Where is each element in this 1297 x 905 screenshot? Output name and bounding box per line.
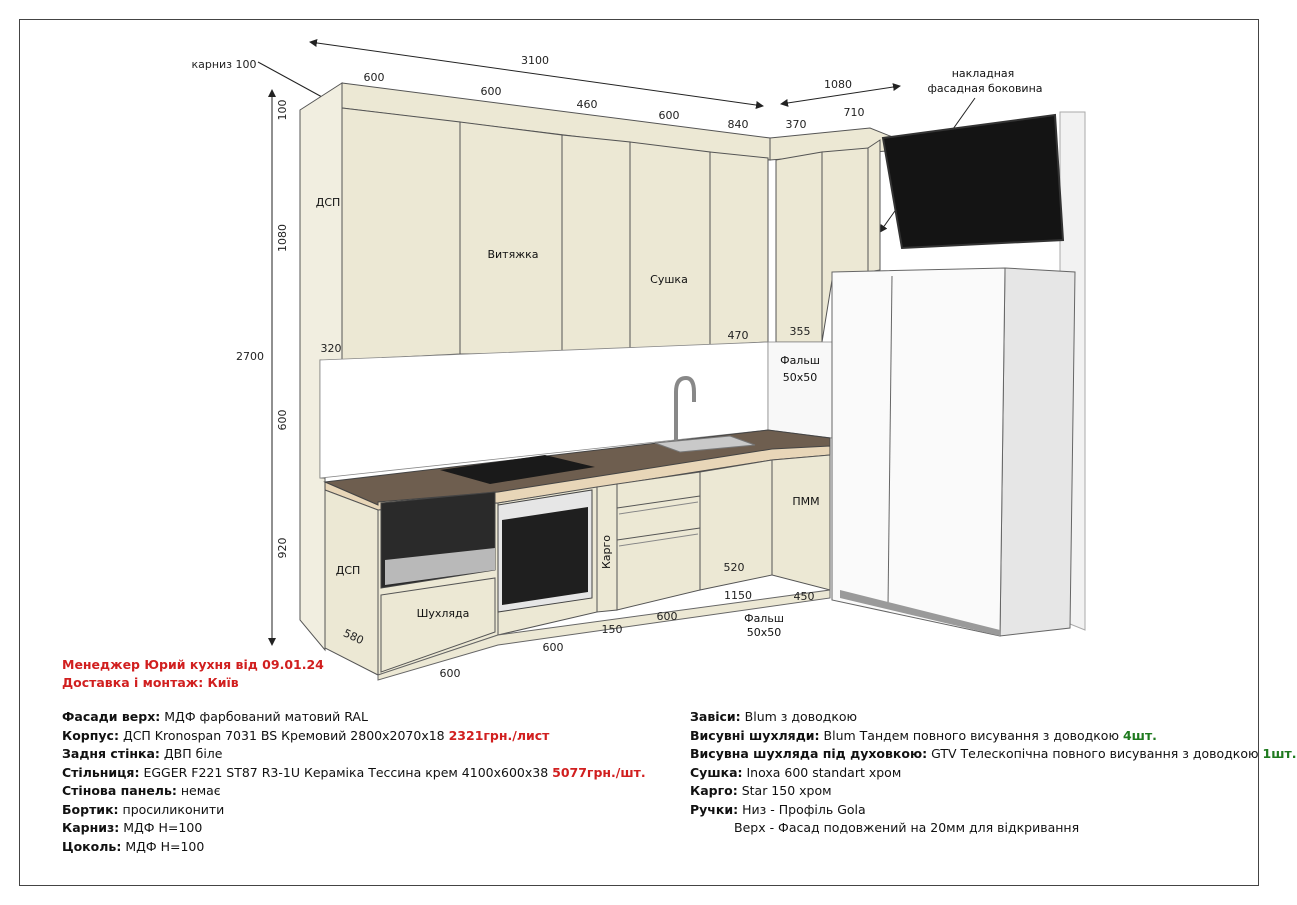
- tv-screen: [883, 115, 1063, 248]
- spec-row: [62, 764, 646, 783]
- spec-value: ДСП Kronospan 7031 BS Кремовий 2800х2070х18: [122, 727, 445, 743]
- spec-key: Карниз:: [62, 820, 120, 835]
- spec-row: [62, 708, 646, 727]
- spec-price: 2321грн./лист: [448, 727, 550, 743]
- label-drawer: Шухляда: [416, 607, 470, 620]
- spec-key: Корпус:: [62, 727, 119, 743]
- dim-bottom-600-c: 600: [656, 610, 678, 623]
- dim-450: 450: [793, 590, 815, 603]
- spec-value: МДФ фарбований матовий RAL: [164, 709, 368, 724]
- spec-row: [62, 782, 646, 801]
- spec-value: GTV Телескопічна повного висування з доводкою: [931, 746, 1259, 761]
- spec-row: [690, 745, 1297, 764]
- label-falsh-top-1: Фальш: [780, 354, 820, 367]
- spec-key: Задня стінка:: [62, 746, 160, 761]
- spec-row: [690, 764, 1297, 783]
- spec-key: Ручки:: [690, 801, 739, 817]
- spec-key: Сушка:: [690, 764, 743, 780]
- spec-row: [62, 819, 646, 838]
- manager-line-1: Менеджер Юрий кухня від 09.01.24: [62, 657, 324, 672]
- label-cargo: Карго: [600, 534, 613, 570]
- dim-top-460: 460: [576, 98, 598, 111]
- oven: [498, 490, 592, 612]
- spec-value: EGGER F221 ST87 R3-1U Кераміка Тессина крем 4100х600х38: [143, 764, 549, 780]
- spec-key: Цоколь:: [62, 838, 122, 854]
- dim-1150: 1150: [724, 589, 752, 602]
- spec-left-column: [62, 708, 646, 856]
- dim-470: 470: [727, 329, 749, 342]
- dim-backsplash: 600: [276, 409, 289, 431]
- spec-key: Висувна шухляда під духовкою:: [690, 746, 928, 761]
- dim-base-height: 920: [276, 537, 289, 559]
- label-dsp-top: ДСП: [315, 196, 341, 209]
- spec-key: Карго:: [690, 783, 738, 798]
- spec-row: [62, 727, 646, 746]
- dim-top-600-a: 600: [363, 71, 385, 84]
- spec-value: Blum Тандем повного висування з доводкою: [823, 727, 1119, 743]
- dim-top-370: 370: [785, 118, 807, 131]
- dim-total-width: 3100: [521, 54, 549, 67]
- dim-bottom-150: 150: [601, 623, 623, 636]
- spec-row: [62, 745, 646, 764]
- label-dishwasher: ПММ: [792, 495, 820, 508]
- spec-value: просиликонити: [122, 801, 225, 817]
- spec-quantity: 1шт.: [1262, 746, 1297, 761]
- dim-upper-height: 1080: [276, 224, 289, 252]
- spec-row: [62, 838, 646, 857]
- spec-price: 5077грн./шт.: [552, 764, 646, 780]
- spec-value: ДВП біле: [163, 746, 223, 761]
- label-overlay-side-1: накладная: [951, 67, 1015, 80]
- spec-value: Blum з доводкою: [744, 709, 858, 724]
- spec-value: МДФ Н=100: [125, 838, 205, 854]
- spec-row: [690, 801, 1297, 820]
- spec-continuation: Верх - Фасад подовжений на 20мм для відкривання: [734, 820, 1080, 835]
- dim-320: 320: [320, 342, 342, 355]
- spec-value: Star 150 хром: [741, 783, 832, 798]
- dim-top-710: 710: [843, 106, 865, 119]
- spec-right-column: [690, 708, 1297, 838]
- dim-right-width: 1080: [824, 78, 852, 91]
- dim-bottom-600-a: 600: [439, 667, 461, 680]
- spec-row: [690, 708, 1297, 727]
- label-dsp-bottom: ДСП: [335, 564, 361, 577]
- label-falsh-bottom-1: Фальш: [744, 612, 784, 625]
- dim-top-100: 100: [276, 99, 289, 121]
- spec-row: [690, 782, 1297, 801]
- spec-row: [690, 727, 1297, 746]
- label-falsh-top-2: 50х50: [782, 371, 818, 384]
- fridge: [832, 268, 1075, 636]
- dim-520: 520: [723, 561, 745, 574]
- spec-quantity: 4шт.: [1122, 727, 1157, 743]
- label-dryer: Сушка: [650, 273, 688, 286]
- spec-key: Висувні шухляди:: [690, 727, 820, 743]
- spec-value: немає: [180, 783, 221, 798]
- spec-key: Бортик:: [62, 801, 119, 817]
- dim-cornice: карниз 100: [191, 58, 257, 71]
- spec-value: Inoxa 600 standart хром: [746, 764, 902, 780]
- dim-top-600-b: 600: [480, 85, 502, 98]
- spec-value: МДФ Н=100: [123, 820, 203, 835]
- dim-top-840: 840: [727, 118, 749, 131]
- dim-total-height: 2700: [236, 350, 264, 363]
- dim-355: 355: [789, 325, 811, 338]
- dim-bottom-600-b: 600: [542, 641, 564, 654]
- dim-580: 580: [341, 626, 366, 648]
- spec-key: Стінова панель:: [62, 783, 177, 798]
- spec-key: Завіси:: [690, 709, 741, 724]
- spec-key: Стільниця:: [62, 764, 140, 780]
- label-hood: Витяжка: [487, 248, 539, 261]
- spec-row: [62, 801, 646, 820]
- spec-key: Фасади верх:: [62, 709, 161, 724]
- dim-top-600-c: 600: [658, 109, 680, 122]
- label-overlay-side-2: фасадная боковина: [927, 82, 1043, 95]
- manager-note: [62, 656, 324, 692]
- spec-value: Низ - Профіль Gola: [742, 801, 866, 817]
- manager-line-2: Доставка і монтаж: Київ: [62, 675, 239, 690]
- label-falsh-bottom-2: 50х50: [746, 626, 782, 639]
